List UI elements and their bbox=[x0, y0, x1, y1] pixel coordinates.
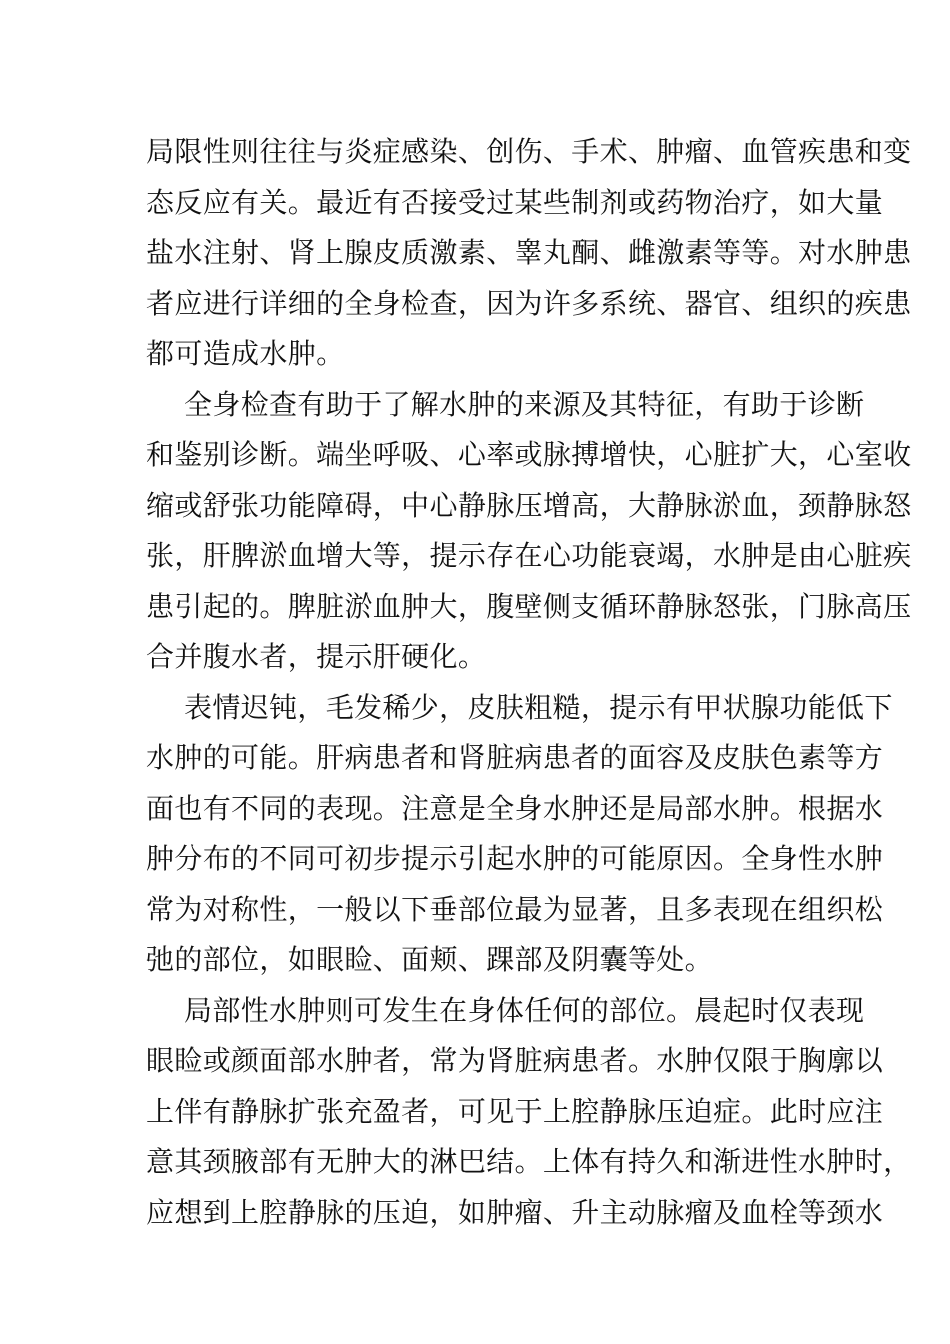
text-line: 上伴有静脉扩张充盈者，可见于上腔静脉压迫症。此时应注 bbox=[146, 1094, 884, 1128]
text-line: 患引起的。脾脏淤血肿大，腹壁侧支循环静脉怒张，门脉高压 bbox=[146, 589, 912, 623]
text-line: 全身检查有助于了解水肿的来源及其特征，有助于诊断 bbox=[184, 387, 865, 421]
text-line: 肿分布的不同可初步提示引起水肿的可能原因。全身性水肿 bbox=[146, 842, 884, 875]
text-line: 都可造成水肿。 bbox=[146, 337, 345, 370]
text-line: 张，肝脾淤血增大等，提示存在心功能衰竭，水肿是由心脏疾 bbox=[146, 539, 912, 572]
text-line: 常为对称性，一般以下垂部位最为显著，且多表现在组织松 bbox=[146, 892, 884, 926]
body-text bbox=[146, 127, 912, 1238]
text-line: 者应进行详细的全身检查，因为许多系统、器官、组织的疾患 bbox=[146, 286, 912, 320]
text-line: 眼睑或颜面部水肿者，常为肾脏病患者。水肿仅限于胸廓以 bbox=[146, 1044, 884, 1077]
text-line: 局部性水肿则可发生在身体任何的部位。晨起时仅表现 bbox=[184, 993, 865, 1027]
text-line: 应想到上腔静脉的压迫，如肿瘤、升主动脉瘤及血栓等颈水 bbox=[146, 1195, 884, 1229]
text-line: 和鉴别诊断。端坐呼吸、心率或脉搏增快，心脏扩大，心室收 bbox=[146, 438, 912, 471]
text-line: 合并腹水者，提示肝硬化。 bbox=[146, 640, 487, 673]
text-line: 盐水注射、肾上腺皮质激素、睾丸酮、雌激素等等。对水肿患 bbox=[146, 236, 912, 269]
text-line: 缩或舒张功能障碍，中心静脉压增高，大静脉淤血，颈静脉怒 bbox=[146, 488, 912, 522]
text-line: 局限性则往往与炎症感染、创伤、手术、肿瘤、血管疾患和变 bbox=[146, 135, 912, 168]
text-line: 态反应有关。最近有否接受过某些制剂或药物治疗，如大量 bbox=[146, 185, 884, 219]
text-line: 表情迟钝，毛发稀少，皮肤粗糙，提示有甲状腺功能低下 bbox=[184, 690, 893, 724]
text-line: 水肿的可能。肝病患者和肾脏病患者的面容及皮肤色素等方 bbox=[146, 741, 884, 774]
text-line: 意其颈腋部有无肿大的淋巴结。上体有持久和渐进性水肿时， bbox=[146, 1145, 912, 1178]
text-line: 面也有不同的表现。注意是全身水肿还是局部水肿。根据水 bbox=[146, 791, 884, 825]
text-line: 弛的部位，如眼睑、面颊、踝部及阴囊等处。 bbox=[146, 943, 714, 976]
